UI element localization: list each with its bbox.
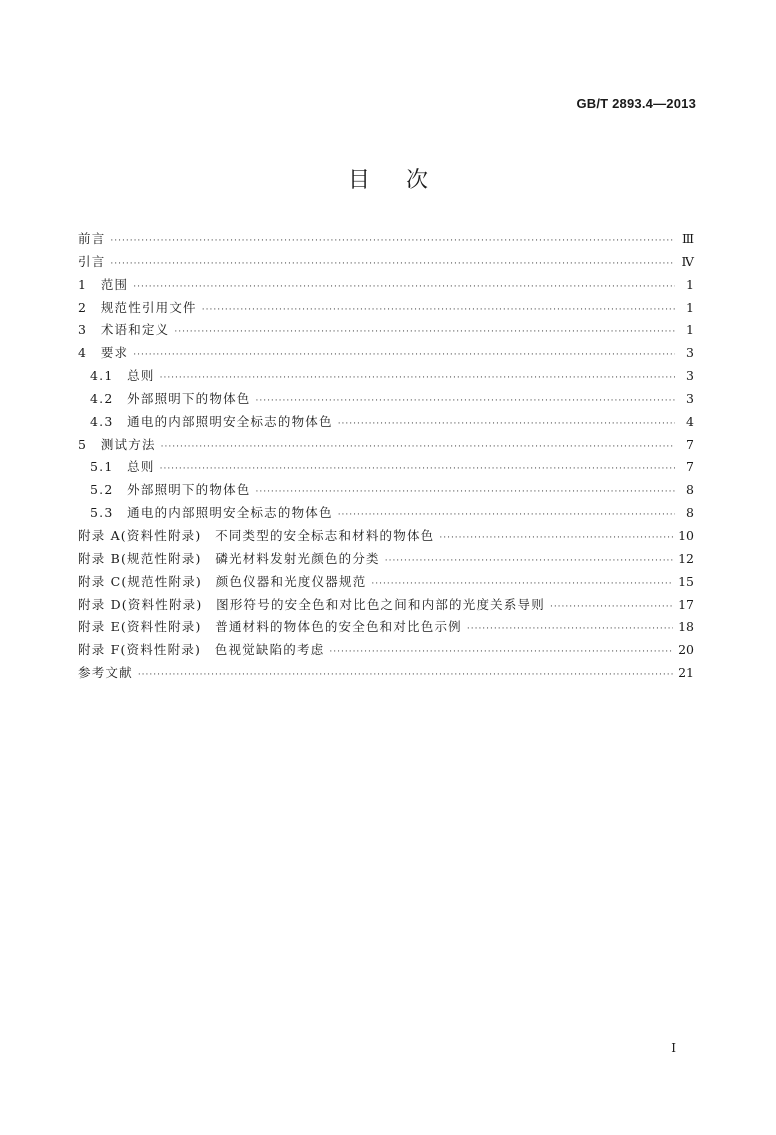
toc-entry-page: 10 xyxy=(678,527,694,543)
toc-title: 目次 xyxy=(347,168,464,193)
toc-entry-label: 附录 E(资料性附录) 普通材料的物体色的安全色和对比色示例 xyxy=(78,619,462,635)
toc-entry-bibliography[interactable] xyxy=(78,663,694,686)
toc-entry-annex-a[interactable] xyxy=(78,526,694,549)
toc-entry-annex-c[interactable] xyxy=(78,572,694,595)
toc-entry-5-1[interactable] xyxy=(78,457,694,480)
toc-entry-label: 附录 A(资料性附录) 不同类型的安全标志和材料的物体色 xyxy=(78,527,435,543)
toc-entry-page: 18 xyxy=(678,619,694,635)
toc-entry-label: 引言 xyxy=(78,253,106,269)
toc-entry-page: 1 xyxy=(686,276,694,292)
toc-leader-dots xyxy=(329,647,673,657)
toc-entry-label: 5.1 总则 xyxy=(90,459,155,475)
toc-entry-page: 8 xyxy=(686,505,694,521)
toc-entry-annex-f[interactable] xyxy=(78,640,694,663)
toc-leader-dots xyxy=(338,419,675,429)
toc-entry-page: 3 xyxy=(686,390,694,406)
toc-entry-label: 5.2 外部照明下的物体色 xyxy=(90,482,251,498)
toc-entry-page: 20 xyxy=(678,642,694,658)
toc-entry-label: 4.1 总则 xyxy=(90,368,155,384)
toc-entry-label: 附录 D(资料性附录) 图形符号的安全色和对比色之间和内部的光度关系导则 xyxy=(78,596,545,612)
toc-entry-page: 1 xyxy=(686,322,694,338)
toc-leader-dots xyxy=(385,556,673,566)
toc-entry-page: 17 xyxy=(678,596,694,612)
toc-leader-dots xyxy=(202,305,675,315)
toc-leader-dots xyxy=(467,624,673,634)
toc-entry-label: 1 范围 xyxy=(78,276,129,292)
toc-entry-page: 21 xyxy=(678,665,694,681)
toc-entry-4-3[interactable] xyxy=(78,412,694,435)
toc-entry-page: 12 xyxy=(678,550,694,566)
toc-entry-page: 4 xyxy=(686,413,694,429)
toc-leader-dots xyxy=(133,350,675,360)
toc-entry-label: 附录 B(规范性附录) 磷光材料发射光颜色的分类 xyxy=(78,550,380,566)
toc-entry-page: 3 xyxy=(686,345,694,361)
toc-entry-label: 前言 xyxy=(78,231,106,246)
toc-entry-4[interactable] xyxy=(78,343,694,366)
toc-entry-page: 7 xyxy=(686,459,694,475)
toc-leader-dots xyxy=(255,396,675,406)
toc-entry-annex-b[interactable] xyxy=(78,549,694,572)
toc-leader-dots xyxy=(160,373,675,383)
toc-entry-label: 附录 C(规范性附录) 颜色仪器和光度仪器规范 xyxy=(78,573,367,589)
toc-leader-dots xyxy=(161,442,675,452)
toc-leader-dots xyxy=(160,464,675,474)
toc-entry-foreword[interactable] xyxy=(78,229,694,252)
toc-entry-page: 1 xyxy=(686,299,694,315)
toc-leader-dots xyxy=(255,487,675,497)
toc-leader-dots xyxy=(138,670,673,680)
toc-entry-5[interactable] xyxy=(78,435,694,458)
toc-leader-dots xyxy=(133,282,675,292)
toc-entry-5-2[interactable] xyxy=(78,480,694,503)
toc-entry-page: 8 xyxy=(686,482,694,498)
toc-leader-dots xyxy=(338,510,675,520)
page-number: Ⅰ xyxy=(671,1041,676,1055)
toc-entry-label: 5 测试方法 xyxy=(78,436,156,452)
toc-entry-label: 参考文献 xyxy=(78,665,133,681)
toc-entry-annex-d[interactable] xyxy=(78,595,694,618)
toc-entry-label: 3 术语和定义 xyxy=(78,322,170,338)
toc-entry-page: Ⅲ xyxy=(681,231,694,246)
toc-entry-page: 3 xyxy=(686,368,694,384)
toc-entry-2[interactable] xyxy=(78,298,694,321)
toc-entry-4-1[interactable] xyxy=(78,366,694,389)
document-code: GB/T 2893.4—2013 xyxy=(576,96,696,111)
toc-leader-dots xyxy=(110,259,675,269)
toc-leader-dots xyxy=(550,602,673,612)
toc-entry-label: 4 要求 xyxy=(78,345,129,361)
toc-entry-4-2[interactable] xyxy=(78,389,694,412)
toc-leader-dots xyxy=(439,533,673,543)
toc-entry-1[interactable] xyxy=(78,275,694,298)
toc-entry-page: 7 xyxy=(686,436,694,452)
toc-entry-label: 附录 F(资料性附录) 色视觉缺陷的考虑 xyxy=(78,642,325,658)
toc-entry-label: 4.2 外部照明下的物体色 xyxy=(90,390,251,406)
toc-entry-introduction[interactable] xyxy=(78,252,694,275)
toc-entry-label: 2 规范性引用文件 xyxy=(78,299,197,315)
toc-leader-dots xyxy=(110,236,675,246)
toc-entry-3[interactable] xyxy=(78,320,694,343)
toc-leader-dots xyxy=(174,327,675,337)
toc-entry-label: 5.3 通电的内部照明安全标志的物体色 xyxy=(90,505,333,521)
toc-entry-page: 15 xyxy=(678,573,694,589)
toc-entry-annex-e[interactable] xyxy=(78,617,694,640)
toc-entry-label: 4.3 通电的内部照明安全标志的物体色 xyxy=(90,413,333,429)
toc-leader-dots xyxy=(371,579,673,589)
toc-entry-5-3[interactable] xyxy=(78,503,694,526)
toc-entry-page: Ⅳ xyxy=(681,253,694,269)
table-of-contents xyxy=(78,229,694,686)
